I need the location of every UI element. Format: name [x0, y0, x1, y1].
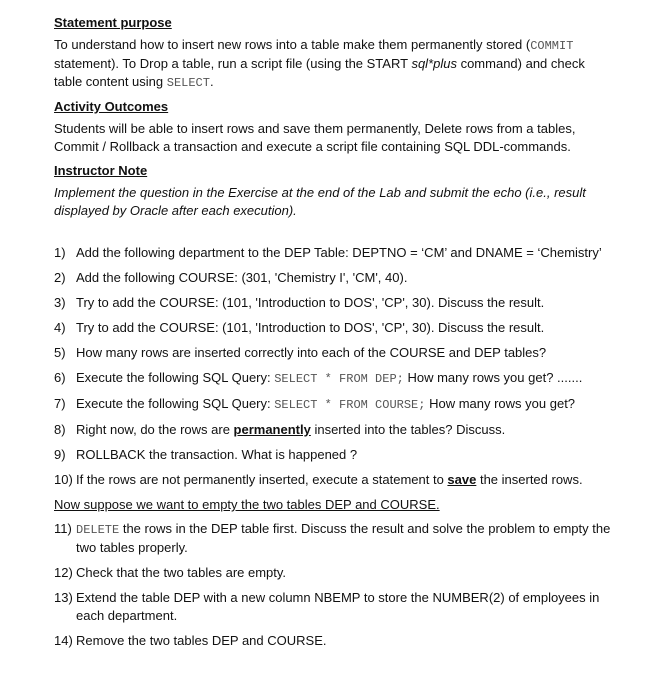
list-item: 14) Remove the two tables DEP and COURSE. — [54, 633, 327, 648]
list-item: 6) Execute the following SQL Query: SELECT * FROM DEP; How many rows you get? ....... — [54, 370, 583, 386]
outcomes-heading: Activity Outcomes — [54, 99, 169, 114]
exercise-list — [54, 244, 615, 489]
list-item: 3) Try to add the COURSE: (101, 'Introduction to DOS', 'CP', 30). Discuss the result. — [54, 295, 545, 310]
list-item: 5) How many rows are inserted correctly into each of the COURSE and DEP tables? — [54, 345, 547, 360]
instructor-heading: Instructor Note — [54, 163, 148, 178]
code-commit: COMMIT — [530, 39, 574, 53]
exercise-list-continued — [54, 520, 615, 650]
instructor-text: Implement the question in the Exercise at the end of the Lab and submit the echo (i.e., result displayed by Oracle after each execution). — [54, 185, 586, 218]
list-item: 4) Try to add the COURSE: (101, 'Introduction to DOS', 'CP', 30). Discuss the result. — [54, 320, 545, 335]
list-item: 8) Right now, do the rows are permanently inserted into the tables? Discuss. — [54, 422, 506, 437]
list-item: 12) Check that the two tables are empty. — [54, 565, 287, 580]
code-select: SELECT — [166, 76, 210, 90]
list-item: 11) DELETE the rows in the DEP table first. Discuss the result and solve the problem to empty the two tables properly. — [54, 521, 611, 555]
list-item: 10) If the rows are not permanently inserted, execute a statement to save the inserted rows. — [54, 472, 583, 487]
list-item: 9) ROLLBACK the transaction. What is happened ? — [54, 447, 358, 462]
list-item: 7) Execute the following SQL Query: SELECT * FROM COURSE; How many rows you get? — [54, 396, 576, 412]
empty-tables-note: Now suppose we want to empty the two tables DEP and COURSE. — [54, 497, 440, 512]
purpose-heading: Statement purpose — [54, 15, 172, 30]
list-item: 13) Extend the table DEP with a new column NBEMP to store the NUMBER(2) of employees in each department. — [54, 590, 600, 623]
outcomes-text: Students will be able to insert rows and save them permanently, Delete rows from a tables, Commit / Rollback a transaction and execute a script file containing SQL DDL-commands. — [54, 121, 576, 154]
purpose-text: To understand how to insert new rows into a table make them permanently stored (COMMIT statement). To Drop a table, run a script file (using the START sql*plus command) and check table content using SELECT. — [54, 37, 585, 90]
list-item: 2) Add the following COURSE: (301, 'Chemistry I', 'CM', 40). — [54, 270, 408, 285]
list-item: 1) Add the following department to the DEP Table: DEPTNO = ‘CM’ and DNAME = ‘Chemistry’ — [54, 245, 602, 260]
